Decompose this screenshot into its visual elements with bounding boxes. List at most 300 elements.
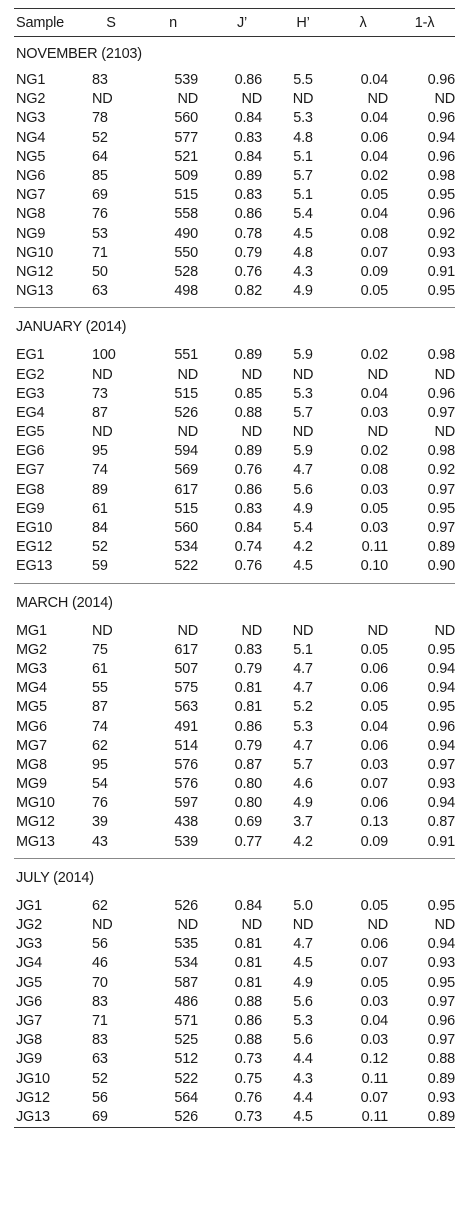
table-row	[14, 442, 455, 461]
s-cell: ND	[92, 917, 113, 934]
n-cell: 526	[136, 1108, 210, 1128]
lambda-cell: 0.05	[360, 283, 388, 300]
n-cell: 534	[174, 955, 198, 972]
s-cell: 69	[86, 1108, 136, 1128]
lambda-cell: ND	[367, 366, 388, 383]
h-cell: ND	[292, 424, 314, 441]
one-minus-lambda-cell: ND	[434, 91, 455, 108]
h-cell: 5.7	[293, 756, 313, 773]
n-cell: 576	[174, 756, 198, 773]
lambda-cell: 0.03	[360, 1032, 388, 1049]
h-cell: 5.4	[293, 520, 313, 537]
lambda-cell: 0.10	[360, 558, 388, 575]
s-cell: 95	[92, 443, 108, 460]
sample-cell: MG4	[16, 680, 47, 697]
table-row	[14, 282, 455, 301]
one-minus-lambda-cell: 0.92	[427, 462, 455, 479]
lambda-cell: 0.11	[332, 1108, 394, 1128]
h-cell: ND	[292, 917, 314, 934]
s-cell: ND	[92, 366, 113, 383]
h-cell: 4.7	[293, 936, 313, 953]
sample-cell: JG1	[16, 897, 42, 914]
n-cell: 509	[174, 168, 198, 185]
h-cell: 4.9	[293, 283, 313, 300]
s-cell: 83	[92, 993, 108, 1010]
n-cell: ND	[177, 424, 198, 441]
h-cell: 4.6	[293, 776, 313, 793]
n-cell: 521	[174, 148, 198, 165]
table-row	[14, 993, 455, 1012]
s-cell: 84	[92, 520, 108, 537]
j-cell: 0.78	[234, 225, 262, 242]
lambda-cell: 0.06	[360, 660, 388, 677]
lambda-cell: 0.06	[360, 936, 388, 953]
sample-cell: NG4	[16, 129, 46, 146]
sample-cell: MG9	[16, 776, 47, 793]
table-row	[14, 1050, 455, 1069]
one-minus-lambda-cell: 0.87	[427, 814, 455, 831]
sample-cell: NG13	[16, 283, 54, 300]
lambda-cell: 0.05	[360, 641, 388, 658]
h-cell: 4.7	[293, 737, 313, 754]
n-cell: 560	[174, 520, 198, 537]
s-cell: 50	[92, 263, 108, 280]
one-minus-lambda-cell: 0.97	[427, 993, 455, 1010]
sample-cell: MG12	[16, 814, 55, 831]
lambda-cell: ND	[367, 622, 388, 639]
j-cell: 0.76	[234, 263, 262, 280]
h-cell: 5.6	[293, 481, 313, 498]
one-minus-lambda-cell: 0.97	[427, 756, 455, 773]
column-header-lambda: λ	[332, 9, 394, 37]
table-row	[14, 244, 455, 263]
n-cell: 564	[174, 1089, 198, 1106]
one-minus-lambda-cell: 0.89	[427, 1070, 455, 1087]
j-cell: 0.86	[234, 718, 262, 735]
s-cell: 63	[92, 283, 108, 300]
table-row	[14, 423, 455, 442]
lambda-cell: 0.03	[360, 520, 388, 537]
table-row	[14, 897, 455, 916]
n-cell: ND	[177, 917, 198, 934]
n-cell: 576	[174, 776, 198, 793]
table-row	[14, 813, 455, 832]
one-minus-lambda-cell: 0.96	[427, 385, 455, 402]
sample-cell: EG12	[16, 539, 53, 556]
h-cell: 5.3	[293, 385, 313, 402]
one-minus-lambda-cell: 0.94	[427, 660, 455, 677]
n-cell: 526	[174, 897, 198, 914]
j-cell: ND	[241, 366, 262, 383]
table-body	[14, 37, 455, 1128]
lambda-cell: 0.08	[360, 225, 388, 242]
j-cell: 0.84	[234, 148, 262, 165]
one-minus-lambda-cell: 0.93	[427, 244, 455, 261]
sample-cell: EG8	[16, 481, 45, 498]
table-row	[14, 756, 455, 775]
table-row	[14, 833, 455, 852]
sample-cell: EG3	[16, 385, 45, 402]
lambda-cell: 0.07	[360, 776, 388, 793]
one-minus-lambda-cell: 0.95	[427, 283, 455, 300]
one-minus-lambda-cell: 0.96	[427, 110, 455, 127]
n-cell: 563	[174, 699, 198, 716]
h-cell: 4.9	[293, 974, 313, 991]
sample-cell: MG8	[16, 756, 47, 773]
s-cell: 55	[92, 680, 108, 697]
lambda-cell: 0.04	[360, 148, 388, 165]
h-cell: 5.4	[293, 206, 313, 223]
s-cell: 87	[92, 699, 108, 716]
n-cell: 617	[174, 481, 198, 498]
lambda-cell: 0.03	[360, 481, 388, 498]
lambda-cell: 0.11	[361, 1070, 388, 1087]
sample-cell: JG10	[16, 1070, 50, 1087]
s-cell: 71	[92, 1012, 108, 1029]
j-cell: 0.81	[234, 936, 262, 953]
sample-cell: NG12	[16, 263, 54, 280]
section-title: MARCH (2014)	[14, 583, 455, 622]
s-cell: 70	[92, 974, 108, 991]
lambda-cell: 0.07	[360, 244, 388, 261]
lambda-cell: ND	[367, 424, 388, 441]
h-cell: 5.7	[293, 404, 313, 421]
one-minus-lambda-cell: 0.97	[427, 481, 455, 498]
table-row	[14, 622, 455, 641]
one-minus-lambda-cell: 0.96	[427, 206, 455, 223]
table-row	[14, 186, 455, 205]
h-cell: 5.0	[293, 897, 313, 914]
one-minus-lambda-cell: 0.94	[427, 680, 455, 697]
n-cell: 594	[174, 443, 198, 460]
s-cell: 39	[92, 814, 108, 831]
one-minus-lambda-cell: 0.96	[427, 1012, 455, 1029]
lambda-cell: 0.02	[360, 168, 388, 185]
table-row	[14, 346, 455, 365]
h-cell: 5.1	[293, 187, 313, 204]
j-cell: 0.81	[234, 699, 262, 716]
s-cell: 56	[92, 936, 108, 953]
s-cell: 87	[92, 404, 108, 421]
s-cell: ND	[92, 91, 113, 108]
one-minus-lambda-cell: 0.89	[394, 1108, 455, 1128]
h-cell: ND	[292, 91, 314, 108]
h-cell: 4.2	[293, 833, 313, 850]
s-cell: 83	[92, 1032, 108, 1049]
j-cell: 0.84	[234, 897, 262, 914]
one-minus-lambda-cell: 0.96	[427, 72, 455, 89]
table-row	[14, 775, 455, 794]
h-cell: 4.9	[293, 500, 313, 517]
h-cell: 3.7	[293, 814, 313, 831]
lambda-cell: 0.12	[360, 1051, 388, 1068]
table-row	[14, 263, 455, 282]
s-cell: 89	[92, 481, 108, 498]
n-cell: 522	[174, 558, 198, 575]
section-title: NOVEMBER (2103)	[16, 46, 142, 62]
n-cell: 535	[174, 936, 198, 953]
s-cell: 52	[92, 1070, 108, 1087]
sample-cell: MG7	[16, 737, 47, 754]
table-row	[14, 794, 455, 813]
sample-cell: JG13	[14, 1108, 86, 1128]
column-header-n: n	[136, 9, 210, 37]
section-header-row	[14, 308, 455, 347]
n-cell: ND	[177, 622, 198, 639]
n-cell: 438	[174, 814, 198, 831]
sample-cell: MG3	[16, 660, 47, 677]
one-minus-lambda-cell: 0.98	[427, 168, 455, 185]
j-cell: 0.77	[234, 833, 262, 850]
s-cell: 64	[92, 148, 108, 165]
h-cell: 5.3	[293, 718, 313, 735]
h-cell: 4.5	[293, 558, 313, 575]
one-minus-lambda-cell: 0.95	[427, 500, 455, 517]
table-row	[14, 481, 455, 500]
sample-cell: JG8	[16, 1032, 42, 1049]
n-cell: 587	[174, 974, 198, 991]
table-row	[14, 129, 455, 148]
lambda-cell: ND	[367, 917, 388, 934]
one-minus-lambda-cell: 0.90	[427, 558, 455, 575]
n-cell: 560	[174, 110, 198, 127]
one-minus-lambda-cell: 0.98	[427, 443, 455, 460]
sample-cell: JG3	[16, 936, 42, 953]
n-cell: 539	[174, 833, 198, 850]
one-minus-lambda-cell: 0.95	[427, 187, 455, 204]
one-minus-lambda-cell: 0.95	[427, 974, 455, 991]
n-cell: 526	[174, 404, 198, 421]
s-cell: 76	[92, 206, 108, 223]
j-cell: 0.81	[234, 680, 262, 697]
h-cell: 4.8	[293, 129, 313, 146]
sample-cell: NG6	[16, 168, 46, 185]
table-row	[14, 461, 455, 480]
s-cell: 59	[92, 558, 108, 575]
h-cell: 4.7	[293, 660, 313, 677]
j-cell: 0.88	[234, 404, 262, 421]
table-row	[14, 205, 455, 224]
n-cell: 617	[174, 641, 198, 658]
n-cell: ND	[177, 366, 198, 383]
lambda-cell: 0.05	[360, 187, 388, 204]
j-cell: 0.84	[234, 520, 262, 537]
table-row	[14, 1069, 455, 1088]
j-cell: 0.81	[234, 974, 262, 991]
one-minus-lambda-cell: 0.95	[427, 897, 455, 914]
one-minus-lambda-cell: 0.97	[427, 520, 455, 537]
s-cell: ND	[92, 622, 113, 639]
sample-cell: EG7	[16, 462, 45, 479]
sample-cell: JG7	[16, 1012, 42, 1029]
n-cell: 515	[174, 385, 198, 402]
one-minus-lambda-cell: 0.93	[427, 955, 455, 972]
table-row	[14, 385, 455, 404]
table-row	[14, 1031, 455, 1050]
h-cell: ND	[292, 622, 314, 639]
j-cell: ND	[241, 622, 262, 639]
h-cell: 4.2	[293, 539, 313, 556]
n-cell: 539	[174, 72, 198, 89]
j-cell: ND	[241, 917, 262, 934]
n-cell: 507	[174, 660, 198, 677]
h-cell: 5.7	[293, 168, 313, 185]
sample-cell: JG2	[16, 917, 42, 934]
s-cell: 52	[92, 129, 108, 146]
lambda-cell: 0.13	[360, 814, 388, 831]
one-minus-lambda-cell: ND	[434, 366, 455, 383]
n-cell: 575	[174, 680, 198, 697]
j-cell: 0.88	[234, 1032, 262, 1049]
s-cell: 78	[92, 110, 108, 127]
n-cell: 491	[174, 718, 198, 735]
sample-cell: MG2	[16, 641, 47, 658]
lambda-cell: 0.04	[360, 206, 388, 223]
table-row	[14, 90, 455, 109]
n-cell: 514	[174, 737, 198, 754]
table-row	[14, 1089, 455, 1108]
column-header-one-minus-lambda: 1-λ	[394, 9, 455, 37]
table-row	[14, 167, 455, 186]
j-cell: 0.81	[234, 955, 262, 972]
h-cell: 4.5	[274, 1108, 332, 1128]
j-cell: 0.86	[234, 481, 262, 498]
table-row	[14, 935, 455, 954]
j-cell: 0.76	[234, 462, 262, 479]
h-cell: 5.5	[293, 72, 313, 89]
one-minus-lambda-cell: ND	[434, 917, 455, 934]
j-cell: 0.86	[234, 1012, 262, 1029]
h-cell: 5.9	[293, 347, 313, 364]
one-minus-lambda-cell: 0.94	[427, 795, 455, 812]
lambda-cell: 0.07	[360, 955, 388, 972]
j-cell: 0.89	[234, 347, 262, 364]
sample-cell: EG2	[16, 366, 45, 383]
sample-cell: JG6	[16, 993, 42, 1010]
table-row	[14, 225, 455, 244]
j-cell: 0.79	[234, 660, 262, 677]
j-cell: 0.85	[234, 385, 262, 402]
n-cell: 515	[174, 187, 198, 204]
j-cell: 0.82	[234, 283, 262, 300]
s-cell: 56	[92, 1089, 108, 1106]
h-cell: ND	[292, 366, 314, 383]
h-cell: 5.6	[293, 993, 313, 1010]
lambda-cell: 0.04	[360, 72, 388, 89]
table-row	[14, 500, 455, 519]
sample-cell: EG5	[16, 424, 45, 441]
j-cell: 0.76	[234, 1089, 262, 1106]
n-cell: 571	[174, 1012, 198, 1029]
table-row	[14, 737, 455, 756]
n-cell: 515	[174, 500, 198, 517]
j-cell: 0.88	[234, 993, 262, 1010]
sample-cell: NG1	[16, 72, 46, 89]
j-cell: 0.75	[234, 1070, 262, 1087]
s-cell: 95	[92, 756, 108, 773]
lambda-cell: 0.05	[360, 500, 388, 517]
table-row	[14, 538, 455, 557]
s-cell: 73	[92, 385, 108, 402]
j-cell: 0.86	[234, 206, 262, 223]
s-cell: 75	[92, 641, 108, 658]
j-cell: 0.83	[234, 129, 262, 146]
table-row	[14, 974, 455, 993]
h-cell: 4.5	[293, 225, 313, 242]
n-cell: 498	[174, 283, 198, 300]
one-minus-lambda-cell: 0.88	[427, 1051, 455, 1068]
lambda-cell: 0.11	[361, 539, 388, 556]
h-cell: 5.1	[293, 641, 313, 658]
sample-cell: MG10	[16, 795, 55, 812]
h-cell: 4.3	[293, 263, 313, 280]
j-cell: 0.89	[234, 168, 262, 185]
n-cell: 577	[174, 129, 198, 146]
s-cell: 69	[92, 187, 108, 204]
s-cell: 62	[92, 737, 108, 754]
s-cell: 61	[92, 500, 108, 517]
j-cell: 0.69	[234, 814, 262, 831]
h-cell: 4.8	[293, 244, 313, 261]
j-cell: 0.83	[234, 641, 262, 658]
sample-cell: MG5	[16, 699, 47, 716]
table-row	[14, 660, 455, 679]
h-cell: 4.7	[293, 680, 313, 697]
sample-cell: JG9	[16, 1051, 42, 1068]
lambda-cell: 0.04	[360, 385, 388, 402]
s-cell: 74	[92, 462, 108, 479]
lambda-cell: 0.04	[360, 110, 388, 127]
lambda-cell: 0.02	[360, 443, 388, 460]
one-minus-lambda-cell: 0.97	[427, 404, 455, 421]
n-cell: 486	[174, 993, 198, 1010]
j-cell: 0.83	[234, 187, 262, 204]
one-minus-lambda-cell: 0.95	[427, 699, 455, 716]
s-cell: 62	[92, 897, 108, 914]
table-row	[14, 109, 455, 128]
h-cell: 4.9	[293, 795, 313, 812]
one-minus-lambda-cell: 0.93	[427, 1089, 455, 1106]
sample-cell: NG10	[16, 244, 54, 261]
one-minus-lambda-cell: 0.91	[427, 833, 455, 850]
h-cell: 5.3	[293, 1012, 313, 1029]
j-cell: 0.80	[234, 776, 262, 793]
n-cell: 558	[174, 206, 198, 223]
lambda-cell: 0.06	[360, 129, 388, 146]
sample-cell: NG9	[16, 225, 46, 242]
table-row	[14, 1012, 455, 1031]
lambda-cell: 0.07	[360, 1089, 388, 1106]
lambda-cell: 0.08	[360, 462, 388, 479]
lambda-cell: 0.04	[360, 1012, 388, 1029]
h-cell: 4.4	[293, 1051, 313, 1068]
lambda-cell: 0.03	[360, 756, 388, 773]
table-row	[14, 557, 455, 576]
s-cell: 85	[92, 168, 108, 185]
n-cell: 512	[174, 1051, 198, 1068]
sample-cell: EG1	[16, 347, 45, 364]
one-minus-lambda-cell: 0.93	[427, 776, 455, 793]
sample-cell: NG5	[16, 148, 46, 165]
lambda-cell: 0.05	[360, 699, 388, 716]
one-minus-lambda-cell: 0.98	[427, 347, 455, 364]
sample-cell: EG9	[16, 500, 45, 517]
h-cell: 5.2	[293, 699, 313, 716]
n-cell: 569	[174, 462, 198, 479]
s-cell: 54	[92, 776, 108, 793]
sample-cell: JG4	[16, 955, 42, 972]
s-cell: 43	[92, 833, 108, 850]
